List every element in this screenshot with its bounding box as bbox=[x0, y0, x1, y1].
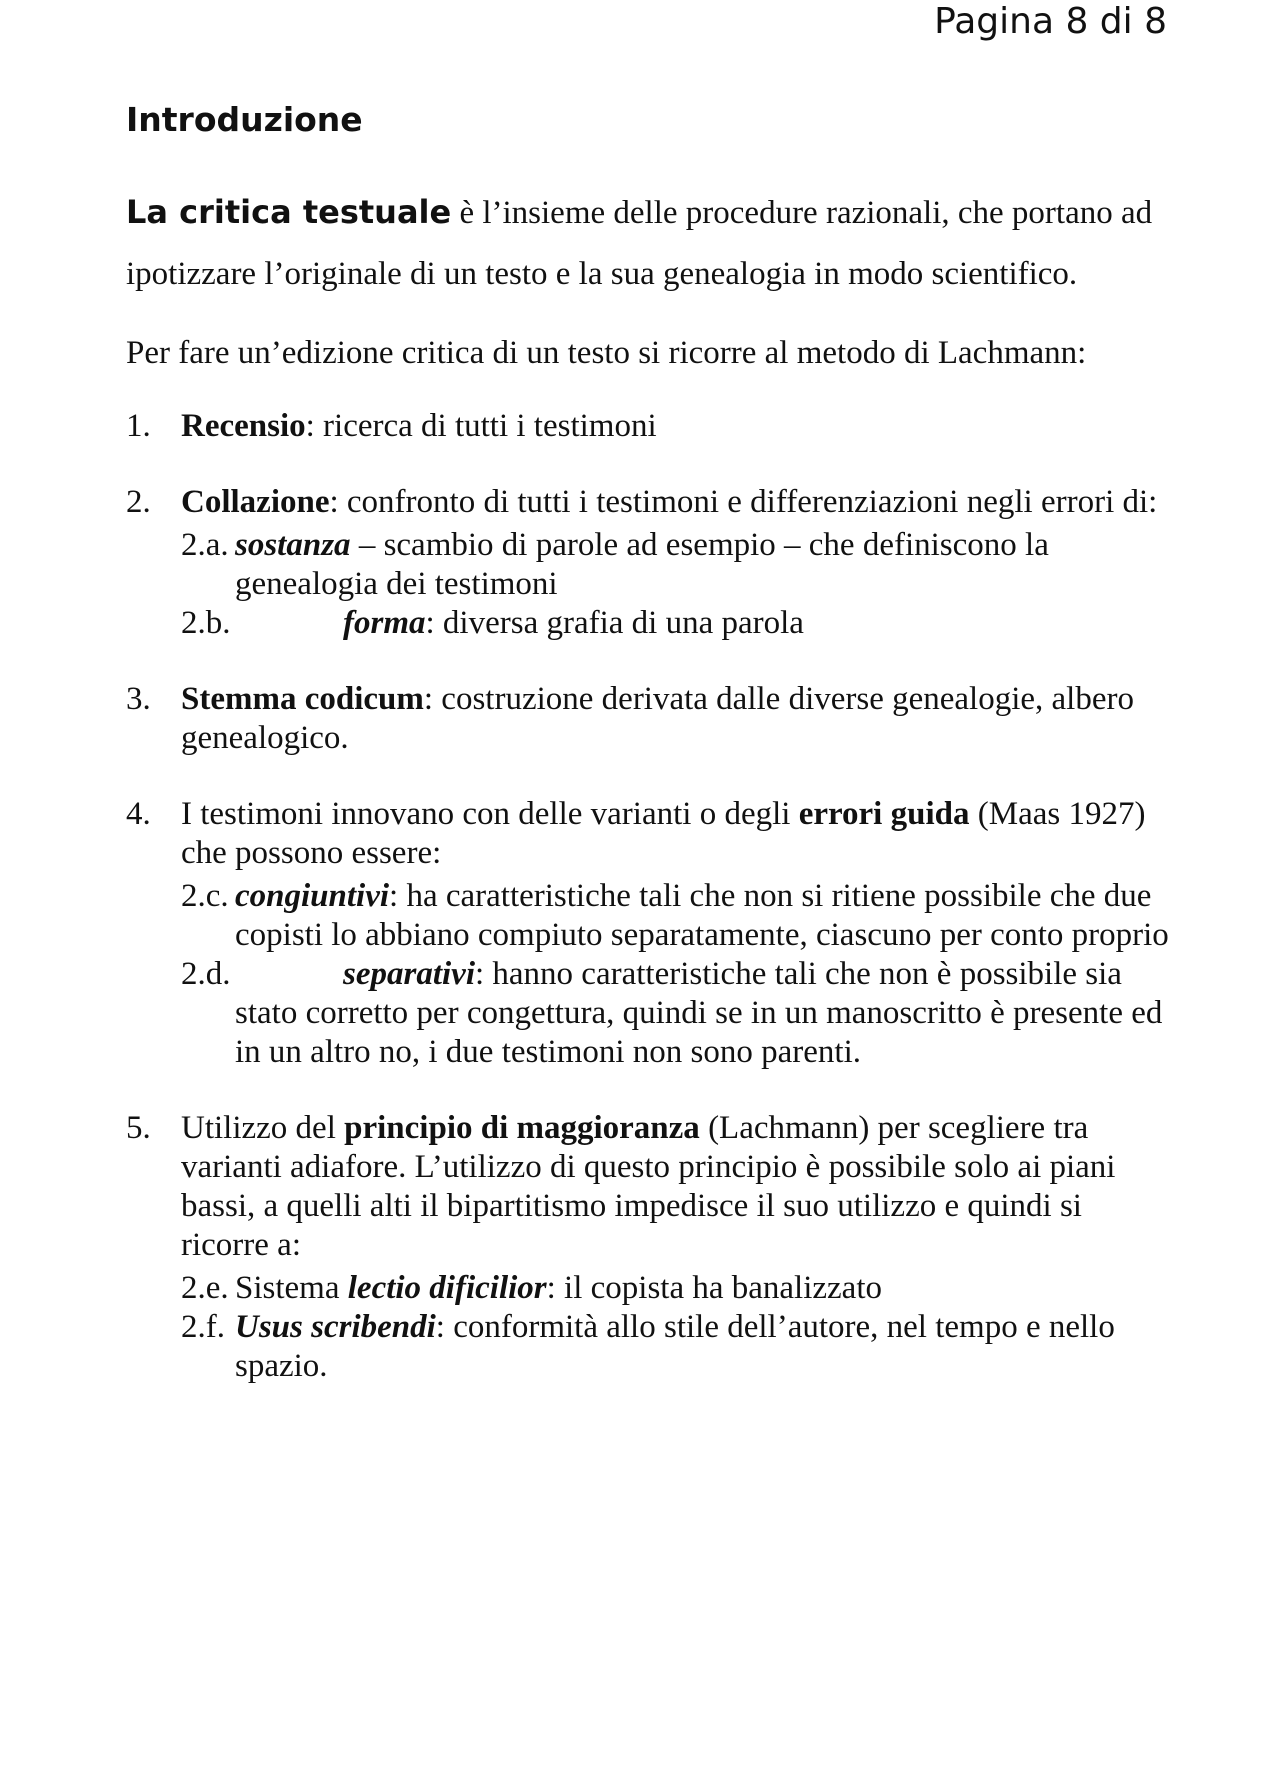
sub-item-pre-text: Sistema bbox=[235, 1270, 348, 1306]
step-pre-text: I testimoni innovano con delle varianti o degli bbox=[181, 796, 799, 832]
sub-item-2d bbox=[181, 955, 1176, 1072]
step-item-2 bbox=[126, 483, 1176, 643]
sub-item-number: 2.c. bbox=[181, 878, 229, 914]
sub-item-text: : hanno caratteristiche tali che non è possibile sia stato corretto per congettura, quindi se in un manoscritto è presente ed in un altro no, i due testimoni non sono parenti. bbox=[235, 956, 1163, 1070]
step-number: 4. bbox=[126, 796, 151, 832]
step-term: Recensio bbox=[181, 408, 306, 444]
sub-item-list bbox=[181, 877, 1176, 1072]
sub-item-2c bbox=[181, 877, 1176, 955]
sub-item-text: : ha caratteristiche tali che non si ritiene possibile che due copisti lo abbiano compiuto separatamente, ciascuno per conto proprio bbox=[235, 878, 1169, 953]
step-item-4 bbox=[126, 795, 1176, 1072]
sub-item-term: sostanza bbox=[235, 527, 351, 563]
step-item-1 bbox=[126, 407, 1176, 446]
sub-item-list bbox=[181, 1269, 1176, 1386]
step-pre-text: Utilizzo del bbox=[181, 1110, 345, 1146]
step-item-3 bbox=[126, 680, 1176, 758]
sub-item-2e bbox=[181, 1269, 1176, 1308]
sub-item-text: : il copista ha banalizzato bbox=[546, 1270, 882, 1306]
step-text: : confronto di tutti i testimoni e differenziazioni negli errori di: bbox=[329, 484, 1158, 520]
step-number: 1. bbox=[126, 408, 151, 444]
sub-item-text: – scambio di parole ad esempio – che definiscono la genealogia dei testimoni bbox=[235, 527, 1049, 602]
sub-item-text: : diversa grafia di una parola bbox=[425, 605, 804, 641]
step-term: errori guida bbox=[798, 796, 970, 832]
sub-item-term: Usus scribendi bbox=[235, 1309, 436, 1345]
intro-paragraph bbox=[126, 182, 1176, 305]
method-steps-list bbox=[126, 407, 1176, 1386]
step-term: Stemma codicum bbox=[181, 681, 424, 717]
step-number: 5. bbox=[126, 1110, 151, 1146]
sub-item-text: : conformità allo stile dell’autore, nel tempo e nello spazio. bbox=[235, 1309, 1115, 1384]
sub-item-number: 2.e. bbox=[181, 1270, 229, 1306]
sub-item-term: congiuntivi bbox=[235, 878, 390, 914]
intro-lead-term: La critica testuale bbox=[126, 193, 452, 231]
sub-item-term: lectio dificilior bbox=[347, 1270, 547, 1306]
step-number: 2. bbox=[126, 484, 151, 520]
page-number: Pagina 8 di 8 bbox=[934, 1, 1167, 42]
sub-item-2b bbox=[181, 604, 1176, 643]
step-text: (Maas 1927) che possono essere: bbox=[181, 796, 1146, 871]
step-item-5 bbox=[126, 1109, 1176, 1386]
step-text: : ricerca di tutti i testimoni bbox=[305, 408, 657, 444]
sub-item-number: 2.b. bbox=[181, 605, 231, 641]
step-number: 3. bbox=[126, 681, 151, 717]
sub-item-number: 2.a. bbox=[181, 527, 229, 563]
sub-item-number: 2.f. bbox=[181, 1309, 225, 1345]
sub-item-term: forma bbox=[343, 605, 426, 641]
intro-text: è l’insieme delle procedure razionali, che portano ad ipotizzare l’originale di un testo e la sua genealogia in modo scientifico. bbox=[126, 195, 1153, 292]
sub-item-list bbox=[181, 526, 1176, 643]
sub-item-2f bbox=[181, 1308, 1176, 1386]
section-heading: Introduzione bbox=[126, 100, 363, 139]
step-text: : costruzione derivata dalle diverse genealogie, albero genealogico. bbox=[181, 681, 1134, 756]
sub-item-2a bbox=[181, 526, 1176, 604]
document-body bbox=[126, 96, 1176, 1423]
step-text: (Lachmann) per scegliere tra varianti adiafore. L’utilizzo di questo principio è possibile solo ai piani bassi, a quelli alti il bipartitismo impedisce il suo utilizzo e quindi si ricorre a: bbox=[181, 1110, 1116, 1263]
sub-item-number: 2.d. bbox=[181, 956, 231, 992]
method-paragraph: Per fare un’edizione critica di un testo si ricorre al metodo di Lachmann: bbox=[126, 335, 1087, 371]
sub-item-term: separativi bbox=[343, 956, 475, 992]
step-term: principio di maggioranza bbox=[344, 1110, 700, 1146]
step-term: Collazione bbox=[181, 484, 330, 520]
